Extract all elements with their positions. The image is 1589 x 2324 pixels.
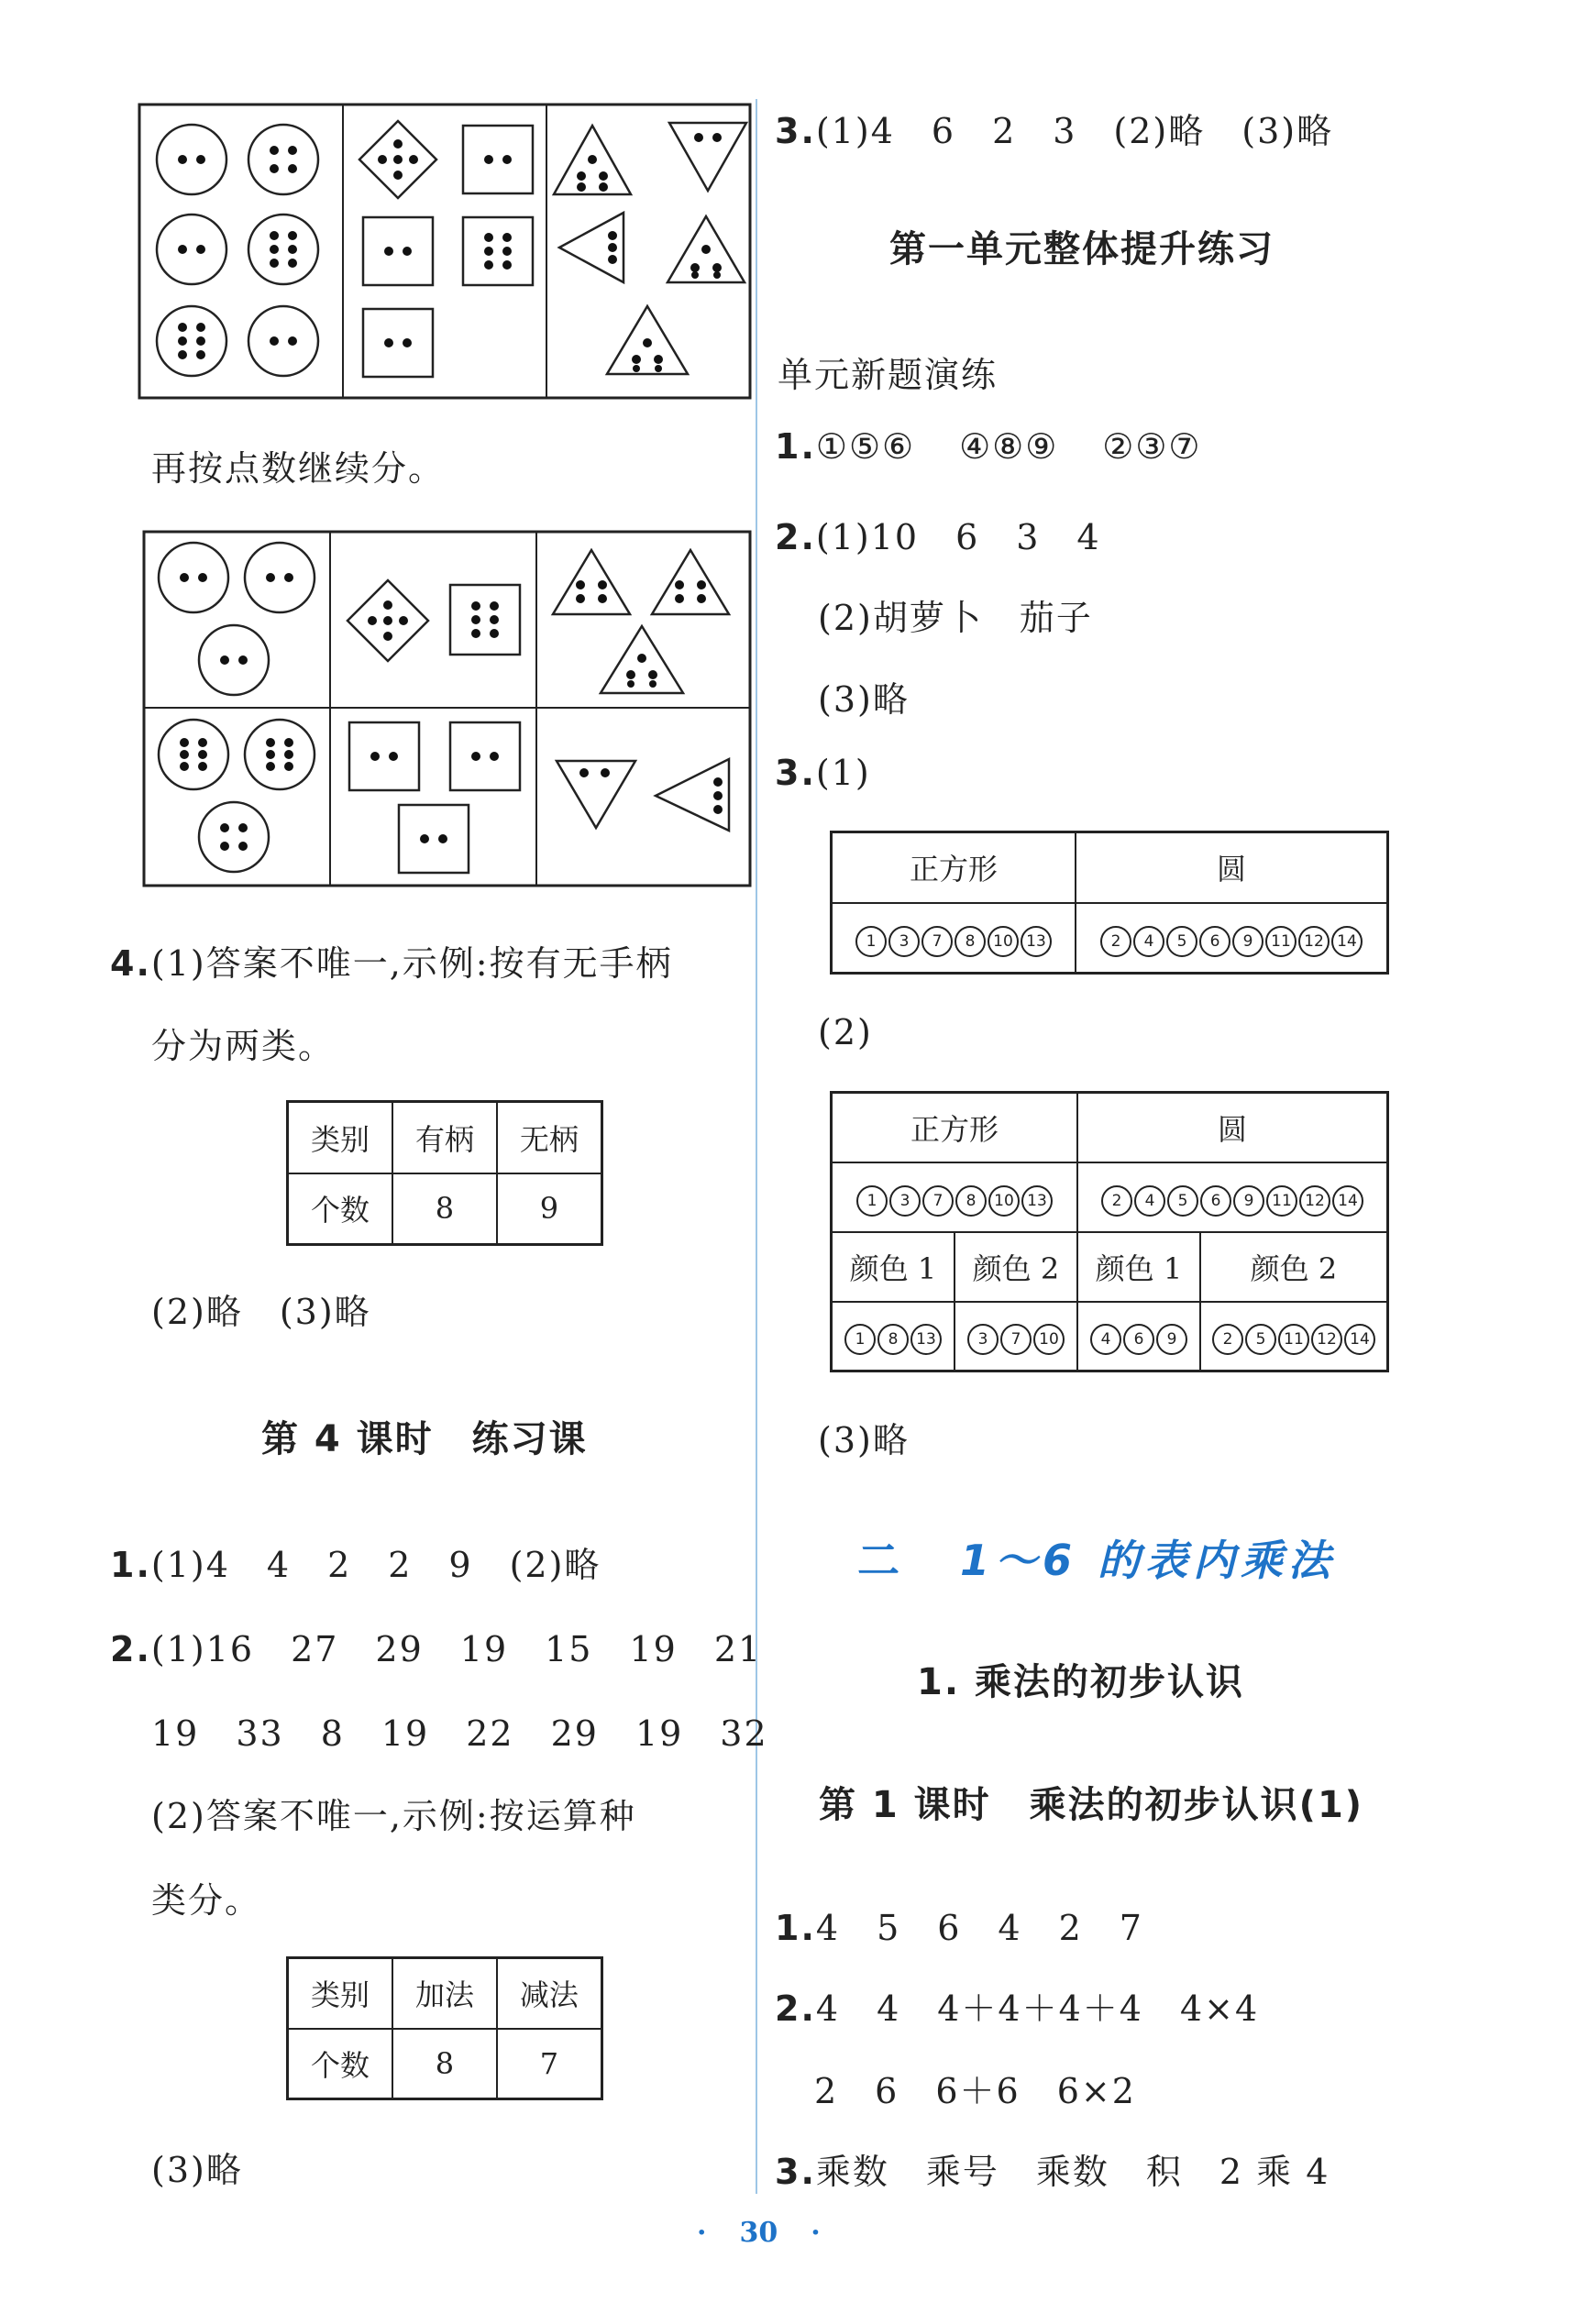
l2-line4: 类分。 [151, 1880, 262, 1921]
table-cell: 正方形 [832, 1093, 1078, 1162]
r3-sub2: (2) [818, 1012, 873, 1052]
circled-number: 12 [1299, 1185, 1330, 1217]
table-shape-color-groups [830, 1091, 1389, 1372]
l2-line1: (1)16 27 29 19 15 19 21 [150, 1629, 763, 1669]
r1-group: ④⑧⑨ [959, 426, 1059, 467]
circled-number: 7 [1000, 1324, 1032, 1355]
circled-number: 14 [1332, 1185, 1363, 1217]
circled-number: 2 [1101, 1185, 1132, 1217]
m2-line1: 4 4 4＋4＋4＋4 4×4 [815, 1988, 1260, 2029]
figure-grid-2 [142, 530, 752, 887]
r1-group: ②③⑦ [1102, 426, 1202, 467]
circled-number: 2 [1100, 926, 1131, 957]
circled-list [1076, 903, 1388, 974]
m3-text: 乘数 乘号 乘数 积 2 乘 4 [815, 2152, 1330, 2192]
l2-line3: (2)答案不唯一,示例:按运算种 [151, 1796, 636, 1836]
table-cell: 个数 [288, 2029, 393, 2099]
table-cell: 个数 [288, 1173, 393, 1245]
r3-sub1: (1) [815, 753, 871, 793]
circled-number: 9 [1156, 1324, 1187, 1355]
circled-number: 5 [1167, 1185, 1198, 1217]
l2-line2: 19 33 8 19 22 29 19 32 [151, 1713, 768, 1754]
circled-number: 4 [1090, 1324, 1121, 1355]
table-cell: 圆 [1076, 832, 1388, 903]
r2-line3: (3)略 [818, 679, 910, 720]
table-cell: 8 [392, 1173, 497, 1245]
table-cell: 有柄 [392, 1102, 497, 1173]
circled-number: 1 [844, 1324, 876, 1355]
l2-label: 2. [110, 1629, 151, 1669]
r2-label: 2. [775, 517, 816, 557]
circled-number: 10 [1033, 1324, 1065, 1355]
table-cell: 9 [497, 1173, 602, 1245]
table-cell: 类别 [288, 1102, 393, 1173]
table-operation-count [286, 1956, 603, 2100]
r3-sub3: (3)略 [818, 1420, 910, 1460]
table-cell: 颜色 1 [1077, 1232, 1200, 1302]
circled-list [1077, 1162, 1388, 1232]
q3-label: 3. [775, 111, 816, 151]
continue-text: 再按点数继续分。 [151, 448, 446, 489]
l1-text: (1)4 4 2 2 9 (2)略 [150, 1545, 601, 1585]
circled-list [955, 1302, 1077, 1371]
l3-text: (3)略 [151, 2150, 243, 2190]
q4-label: 4. [110, 943, 151, 984]
circled-list [832, 903, 1076, 974]
lesson4-title: 第 4 课时 练习课 [261, 1418, 588, 1460]
r1-label: 1. [775, 426, 816, 467]
circled-list [1077, 1302, 1200, 1371]
table-cell: 正方形 [832, 832, 1076, 903]
lesson1-title: 第 1 课时 乘法的初步认识(1) [819, 1784, 1364, 1826]
circled-number: 11 [1266, 1185, 1297, 1217]
circled-number: 12 [1298, 926, 1330, 957]
circled-number: 1 [855, 926, 887, 957]
q4-rest: (2)略 (3)略 [151, 1292, 371, 1332]
table-cell: 颜色 2 [955, 1232, 1077, 1302]
figure-grid-1 [138, 103, 752, 400]
circled-number: 6 [1199, 926, 1230, 957]
circled-number: 8 [955, 1185, 987, 1217]
table-cell: 类别 [288, 1958, 393, 2029]
circled-number: 6 [1200, 1185, 1231, 1217]
circled-number: 5 [1245, 1324, 1276, 1355]
m1-label: 1. [775, 1908, 816, 1948]
chapter-title: 1～6 的表内乘法 [960, 1536, 1337, 1585]
m2-label: 2. [775, 1988, 816, 2029]
table-cell: 减法 [497, 1958, 602, 2029]
circled-number: 10 [988, 1185, 1020, 1217]
table-cell: 颜色 1 [832, 1232, 955, 1302]
circled-number: 7 [922, 1185, 954, 1217]
chapter-number: 二 [857, 1536, 905, 1585]
circled-number: 5 [1166, 926, 1197, 957]
circled-number: 6 [1123, 1324, 1154, 1355]
circled-number: 13 [1021, 1185, 1053, 1217]
circled-number: 4 [1133, 926, 1164, 957]
page-number: 30 [739, 2217, 778, 2249]
m3-label: 3. [775, 2152, 816, 2192]
circled-number: 14 [1344, 1324, 1375, 1355]
table-cell: 圆 [1077, 1093, 1388, 1162]
m2-line2: 2 6 6＋6 6×2 [814, 2071, 1136, 2111]
r3-label: 3. [775, 753, 816, 793]
circled-number: 1 [856, 1185, 888, 1217]
circled-number: 10 [988, 926, 1019, 957]
circled-list [832, 1162, 1078, 1232]
l1-label: 1. [110, 1545, 151, 1585]
circled-number: 3 [889, 1185, 921, 1217]
table-cell: 8 [392, 2029, 497, 2099]
circled-number: 3 [888, 926, 920, 957]
q4-line1: (1)答案不唯一,示例:按有无手柄 [150, 943, 673, 984]
circled-number: 7 [921, 926, 953, 957]
circled-list [1200, 1302, 1388, 1371]
circled-number: 3 [967, 1324, 999, 1355]
table-cell: 无柄 [497, 1102, 602, 1173]
circled-number: 14 [1331, 926, 1363, 957]
circled-number: 11 [1265, 926, 1297, 957]
table-cell: 颜色 2 [1200, 1232, 1388, 1302]
circled-number: 9 [1232, 926, 1263, 957]
table-cell: 加法 [392, 1958, 497, 2029]
unit1-title: 第一单元整体提升练习 [889, 228, 1275, 270]
table-shape-groups [830, 831, 1389, 975]
circled-number: 4 [1134, 1185, 1165, 1217]
r1-group: ①⑤⑥ [815, 426, 916, 467]
r2-line1: (1)10 6 3 4 [815, 517, 1101, 557]
r2-line2: (2)胡萝卜 茄子 [818, 598, 1093, 638]
section-title: 1. 乘法的初步认识 [917, 1661, 1244, 1703]
circled-number: 12 [1311, 1324, 1342, 1355]
circled-list [832, 1302, 955, 1371]
circled-number: 2 [1212, 1324, 1243, 1355]
column-divider [756, 99, 757, 2194]
circled-number: 13 [1021, 926, 1052, 957]
circled-number: 9 [1233, 1185, 1264, 1217]
circled-number: 13 [910, 1324, 942, 1355]
circled-number: 8 [877, 1324, 909, 1355]
page-footer: · 30 · [697, 2217, 821, 2249]
m1-text: 4 5 6 4 2 7 [815, 1908, 1143, 1948]
new-question-title: 单元新题演练 [778, 355, 999, 395]
q4-line2: 分为两类。 [151, 1026, 336, 1066]
circled-number: 11 [1278, 1324, 1309, 1355]
circled-number: 8 [955, 926, 986, 957]
table-cell: 7 [497, 2029, 602, 2099]
table-handle-count [286, 1100, 603, 1246]
q3-text: (1)4 6 2 3 (2)略 (3)略 [815, 111, 1334, 151]
